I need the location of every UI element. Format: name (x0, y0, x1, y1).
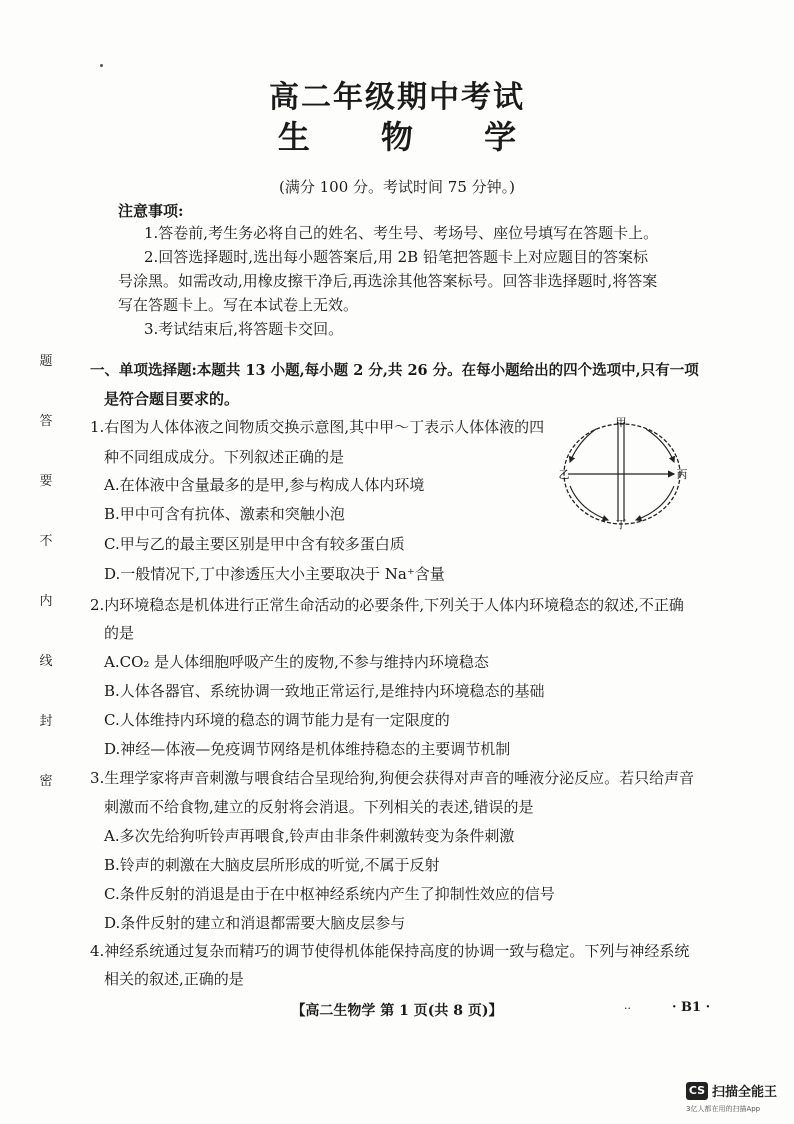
diagram-label-left: 乙 (558, 468, 570, 481)
margin-char: 不 (39, 534, 53, 549)
question-2-option-a: A.CO₂ 是人体细胞呼吸产生的废物,不参与维持内环境稳态 (104, 653, 489, 671)
section-heading: 一、单项选择题:本题共 13 小题,每小题 2 分,共 26 分。在每小题给出的四个选项中,只有一项 (90, 362, 699, 379)
question-2-stem: 2.内环境稳态是机体进行正常生命活动的必要条件,下列关于人体内环境稳态的叙述,不正确 (90, 596, 684, 614)
question-2-option-b: B.人体各器官、系统协调一致地正常运行,是维持内环境稳态的基础 (104, 682, 545, 700)
subject-title: 生 物 学 (277, 118, 547, 156)
question-2-option-c: C.人体维持内环境的稳态的调节能力是有一定限度的 (104, 711, 450, 729)
notice-item: 2.回答选择题时,选出每小题答案后,用 2B 铅笔把答题卡上对应题目的答案标 (144, 248, 648, 266)
diagram-label-right: 丙 (676, 468, 688, 481)
margin-char: 要 (39, 474, 53, 489)
page-footer: 【高二生物学 第 1 页(共 8 页)】 (291, 1003, 503, 1019)
footer-dots: ·· (624, 1002, 631, 1015)
question-3-stem: 3.生理学家将声音刺激与喂食结合呈现给狗,狗便会获得对声音的唾液分泌反应。若只给声音 (90, 769, 695, 787)
notice-item: 3.考试结束后,将答题卡交回。 (144, 320, 344, 338)
question-4-stem: 相关的叙述,正确的是 (104, 970, 244, 988)
question-4-stem: 4.神经系统通过复杂而精巧的调节使得机体能保持高度的协调一致与稳定。下列与神经系统 (90, 942, 690, 960)
question-1-option-a: A.在体液中含量最多的是甲,参与构成人体内环境 (104, 476, 425, 494)
margin-char: 题 (39, 354, 53, 369)
question-2-stem: 的是 (104, 624, 135, 642)
question-1-option-b: B.甲中可含有抗体、激素和突触小泡 (104, 505, 345, 523)
question-1-option-c: C.甲与乙的最主要区别是甲中含有较多蛋白质 (104, 535, 405, 553)
scanner-tagline: 3亿人都在用的扫描App (686, 1105, 761, 1113)
score-info: (满分 100 分。考试时间 75 分钟。) (279, 178, 515, 196)
question-1-option-d: D.一般情况下,丁中渗透压大小主要取决于 Na⁺含量 (104, 565, 445, 583)
section-heading-cont: 是符合题目要求的。 (104, 390, 240, 408)
margin-char: 线 (39, 654, 53, 669)
question-3-stem: 刺激而不给食物,建立的反射将会消退。下列相关的表述,错误的是 (104, 798, 534, 816)
margin-char: 密 (39, 774, 53, 789)
diagram-label-bottom: 丁 (615, 518, 627, 531)
question-1-stem: 种不同组成成分。下列叙述正确的是 (104, 448, 345, 466)
scan-speck (100, 64, 103, 67)
paper-code: · B1 · (672, 1000, 711, 1015)
question-2-option-d: D.神经—体液—免疫调节网络是机体维持稳态的主要调节机制 (104, 740, 511, 758)
margin-char: 封 (39, 714, 53, 729)
margin-char: 答 (39, 414, 53, 429)
notice-item: 1.答卷前,考生务必将自己的姓名、考生号、考场号、座位号填写在答题卡上。 (144, 224, 659, 242)
question-3-option-b: B.铃声的刺激在大脑皮层所形成的听觉,不属于反射 (104, 856, 440, 874)
scanner-name: 扫描全能王 (712, 1085, 778, 1100)
fluid-exchange-diagram (556, 414, 696, 532)
margin-char: 内 (39, 594, 53, 609)
question-3-option-c: C.条件反射的消退是由于在中枢神经系统内产生了抑制性效应的信号 (104, 885, 555, 903)
question-3-option-d: D.条件反射的建立和消退都需要大脑皮层参与 (104, 914, 406, 932)
question-3-option-a: A.多次先给狗听铃声再喂食,铃声由非条件刺激转变为条件刺激 (104, 827, 515, 845)
question-1-stem: 1.右图为人体体液之间物质交换示意图,其中甲～丁表示人体体液的四 (90, 418, 545, 436)
notice-heading: 注意事项: (118, 202, 184, 220)
notice-item: 写在答题卡上。写在本试卷上无效。 (118, 296, 359, 314)
notice-item: 号涂黑。如需改动,用橡皮擦干净后,再选涂其他答案标号。回答非选择题时,将答案 (118, 272, 658, 290)
diagram-label-top: 甲 (615, 416, 627, 429)
scanner-logo-icon: CS (686, 1082, 708, 1100)
exam-title: 高二年级期中考试 (269, 80, 525, 115)
